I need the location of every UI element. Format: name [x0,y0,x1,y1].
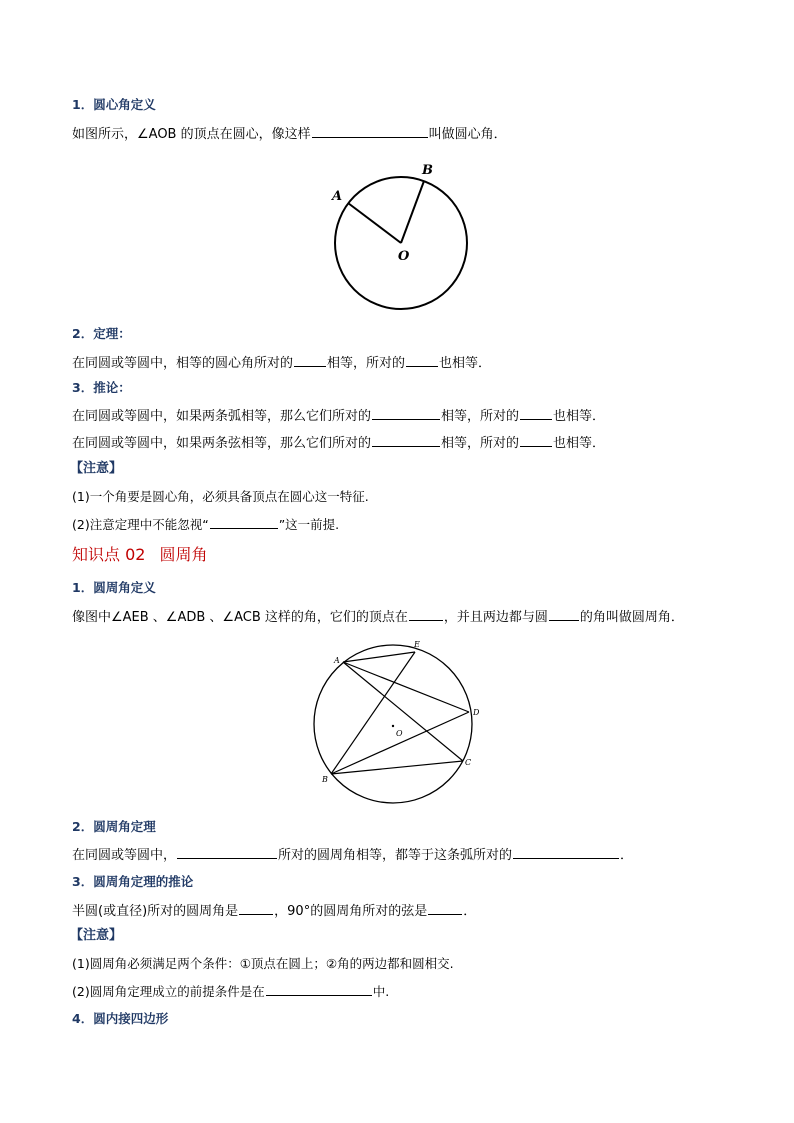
text: ，并且两边都与圆 [443,610,548,625]
text: 也相等． [553,409,606,424]
fill-blank[interactable] [372,433,440,447]
fill-blank[interactable] [177,845,277,859]
paragraph-theorem [72,353,491,373]
label-o: O [398,249,410,264]
text: ． [463,904,477,919]
text: 像图中∠AEB 、∠ADB 、∠ACB 这样的角，它们的顶点在 [72,610,408,625]
heading-inscribed-angle-theorem: 2．圆周角定理 [72,819,156,834]
heading-theorem: 2．定理： [72,326,131,341]
text: 相等，所对的 [441,436,520,451]
text: 如图所示，∠AOB 的顶点在圆心，像这样 [72,127,311,142]
note-item-2 [72,515,339,534]
paragraph-inscribed-angle-definition [72,607,684,627]
text: 的角叫做圆周角． [579,610,684,625]
chord-ac [343,662,463,761]
heading-corollary: 3．推论： [72,380,131,395]
text: ，90°的圆周角所对的弦是 [274,904,428,919]
chord-ae [343,652,415,662]
fill-blank[interactable] [409,607,443,621]
fill-blank[interactable] [239,901,273,915]
label-b: B [422,163,433,178]
fill-blank[interactable] [520,433,552,447]
text: ． [620,848,634,863]
note-item-1: (1)一个角要是圆心角，必须具备顶点在圆心这一特征. [72,489,369,504]
paragraph-corollary-arcs [72,406,605,426]
note-item-2 [72,982,389,1001]
radius-oa [348,203,401,243]
fill-blank[interactable] [312,124,428,138]
text: 半圆(或直径)所对的圆周角是 [72,904,239,919]
paragraph-corollary-chords [72,433,605,453]
text: 在同圆或等圆中，如果两条弦相等，那么它们所对的 [72,436,372,451]
fill-blank[interactable] [406,353,438,367]
fill-blank[interactable] [520,406,552,420]
fill-blank[interactable] [210,515,278,529]
text: 在同圆或等圆中，如果两条弧相等，那么它们所对的 [72,409,372,424]
text: (2)圆周角定理成立的前提条件是在 [72,984,265,999]
fill-blank[interactable] [266,982,372,996]
figure-central-angle [322,156,502,316]
label-b: B [322,775,328,784]
text: 也相等． [439,356,492,371]
label-o: O [396,729,403,738]
fill-blank[interactable] [549,607,579,621]
label-a: A [334,656,340,665]
text: 在同圆或等圆中， [72,848,177,863]
label-a: A [332,189,343,204]
text: 叫做圆心角． [428,127,507,142]
paragraph-inscribed-angle-corollary [72,901,476,921]
paragraph-central-angle-definition [72,124,507,144]
section-number: 知识点 02 [72,545,146,564]
note-heading: 【注意】 [70,928,123,943]
label-c: C [465,758,472,767]
note-item-1: (1)圆周角必须满足两个条件：①顶点在圆上；②角的两边都和圆相交. [72,956,454,971]
heading-inscribed-angle-definition: 1．圆周角定义 [72,580,156,595]
center-point [392,725,394,727]
label-e: E [414,640,420,649]
radius-ob [401,181,424,243]
text: (2)注意定理中不能忽视“ [72,517,209,532]
note-heading: 【注意】 [70,461,123,476]
fill-blank[interactable] [513,845,619,859]
chord-cb [331,761,463,774]
heading-central-angle-definition: 1．圆心角定义 [72,97,156,112]
fill-blank[interactable] [428,901,462,915]
text: 中. [372,984,390,999]
fill-blank[interactable] [372,406,440,420]
heading-cyclic-quadrilateral: 4．圆内接四边形 [72,1011,169,1026]
circle [314,645,472,803]
heading-inscribed-angle-corollary: 3．圆周角定理的推论 [72,874,194,889]
text: 所对的圆周角相等，都等于这条弧所对的 [278,848,513,863]
text: 也相等． [553,436,606,451]
fill-blank[interactable] [294,353,326,367]
text: 在同圆或等圆中，相等的圆心角所对的 [72,356,294,371]
figure-inscribed-angles [305,634,505,814]
paragraph-inscribed-angle-theorem [72,845,633,865]
label-d: D [473,708,480,717]
text: 相等，所对的 [327,356,406,371]
text: 相等，所对的 [441,409,520,424]
text: ”这一前提. [278,517,340,532]
section-name: 圆周角 [159,545,208,564]
section-title [72,542,207,565]
